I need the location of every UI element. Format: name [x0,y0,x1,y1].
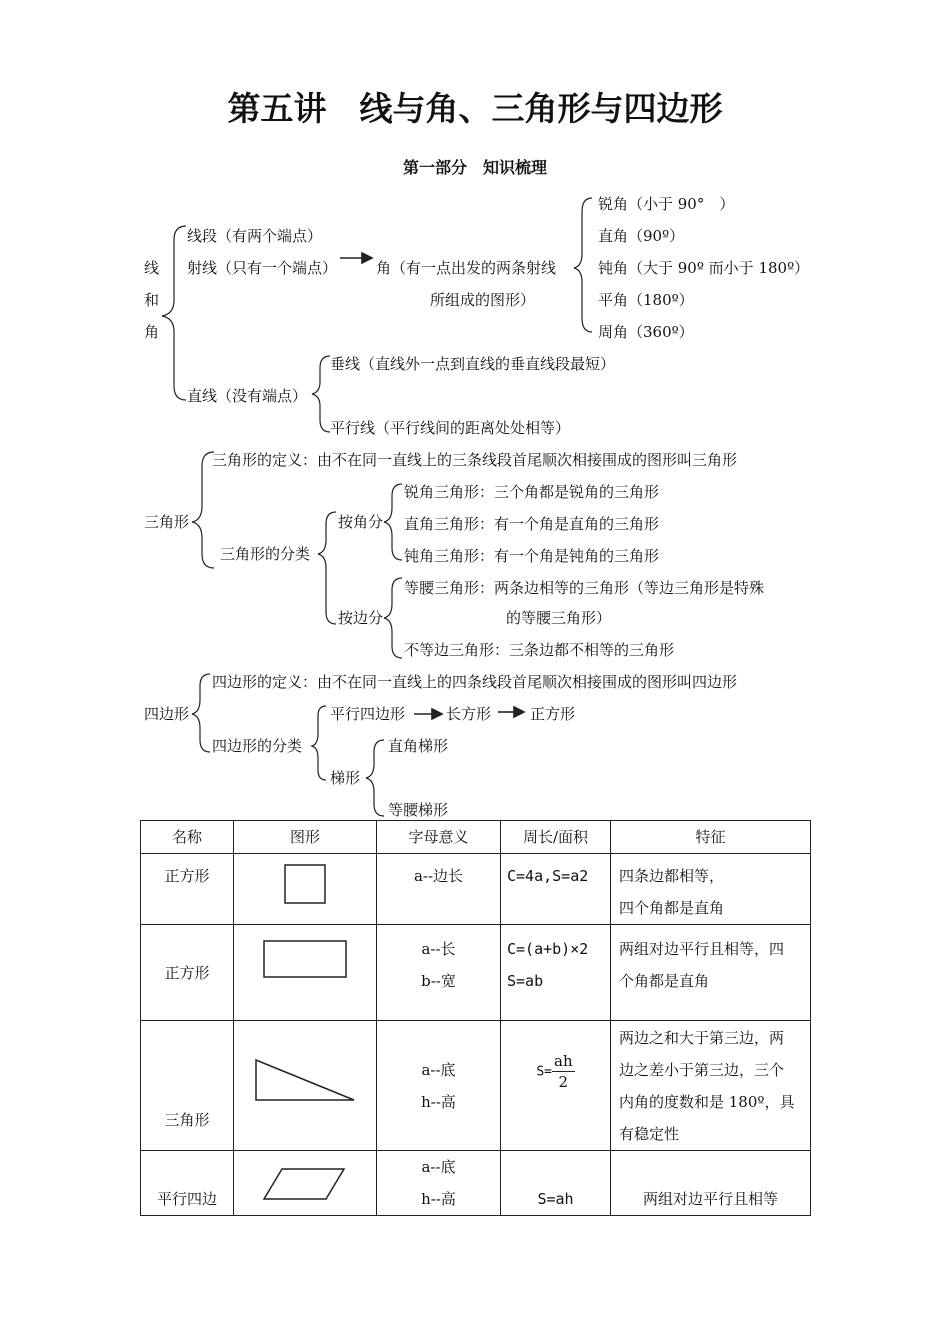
brace-trapezoid [366,740,384,816]
square-figure [281,862,329,906]
row-figure [234,925,377,1021]
section-subtitle: 第一部分 知识梳理 [402,158,547,177]
triangle-acute: 锐角三角形：三个角都是锐角的三角形 [404,483,660,501]
brace-triangle-classes [318,512,336,624]
letter-meaning: a--底 [421,1158,456,1176]
arrow-icon [432,709,442,719]
triangle-isosceles-line2: 的等腰三角形） [506,609,612,627]
table-header-feature: 特征 [611,821,811,854]
angle-type-right: 直角（90º） [598,227,685,245]
table-header-formula: 周长/面积 [501,821,611,854]
row-letters [377,854,501,925]
triangle-definition: 三角形的定义：由不在同一直线上的三条线段首尾顺次相接围成的图形叫三角形 [212,451,738,469]
feature-line: 四条边都相等， [619,867,725,885]
formula-line: S=ab [507,972,544,990]
arrow-icon [514,707,524,717]
letter-meaning: b--宽 [421,972,456,990]
brace-quad-root [192,674,210,752]
formula-prefix: S= [536,1064,553,1080]
row-formula [501,854,611,925]
perpendicular-text: 垂线（直线外一点到直线的垂直线段最短） [330,355,616,373]
angle-definition-line2: 所组成的图形） [430,291,536,309]
row-feature [611,1021,811,1151]
row-formula [501,1021,611,1151]
brace-lines-root [162,226,186,400]
angle-type-acute: 锐角（小于 90° ） [598,195,735,213]
segment-text: 线段（有两个端点） [187,227,323,245]
table-header-letters: 字母意义 [377,821,501,854]
letter-meaning: h--高 [421,1190,456,1208]
feature-line: 内角的度数和是 180º，具 [619,1092,795,1111]
quad-square: 正方形 [530,705,576,723]
quad-trapezoid: 梯形 [330,769,361,787]
table-header-row [141,821,811,854]
row-figure [234,854,377,925]
straight-line-text: 直线（没有端点） [187,387,308,405]
row-name: 正方形 [141,925,234,1021]
lines-root-char-1: 线 [144,259,160,277]
lines-root-char-2: 和 [144,291,160,309]
angle-type-obtuse: 钝角（大于 90º 而小于 180º） [598,259,810,277]
quad-definition: 四边形的定义：由不在同一直线上的四条线段首尾顺次相接围成的图形叫四边形 [212,673,738,691]
fraction-denominator: 2 [558,1073,569,1091]
row-letters [377,1151,501,1216]
fraction-numerator: ah [554,1052,573,1070]
angle-type-straight: 平角（180º） [598,291,694,309]
table-header-figure: 图形 [234,821,377,854]
row-figure [234,1151,377,1216]
brace-straight-line [312,356,330,432]
table-row [141,1151,811,1216]
feature-line: 两边之和大于第三边，两 [619,1028,785,1047]
rectangle-figure [262,939,348,979]
table-row [141,1021,811,1151]
row-formula [501,1151,611,1216]
row-formula [501,925,611,1021]
quad-rectangle: 长方形 [446,705,492,723]
quad-isosceles-trapezoid: 等腰梯形 [388,801,449,819]
feature-line: 边之差小于第三边，三个 [619,1060,785,1079]
triangle-scalene: 不等边三角形：三条边都不相等的三角形 [404,641,675,659]
brace-by-side [384,578,402,658]
shape-properties-table [140,820,811,1216]
quad-right-trapezoid: 直角梯形 [388,737,449,755]
angle-type-full: 周角（360º） [598,323,694,341]
triangle-root: 三角形 [144,513,190,531]
letter-meaning: h--高 [421,1092,456,1111]
row-feature [611,1151,811,1216]
letter-meaning: a--长 [421,940,456,958]
table-row [141,854,811,925]
row-letters [377,925,501,1021]
quad-parallelogram: 平行四边形 [330,705,406,723]
feature-line: 两组对边平行且相等，四 [619,940,785,958]
triangle-right: 直角三角形：有一个角是直角的三角形 [404,515,660,533]
feature-line: 两组对边平行且相等 [642,1190,778,1208]
feature-line: 个角都是直角 [619,972,710,990]
lines-root-char-3: 角 [144,323,160,341]
formula-line: C=4a,S=a2 [507,867,589,885]
letter-meaning: a--边长 [413,867,464,885]
brace-quad-classes [312,706,326,780]
page-title: 第五讲 线与角、三角形与四边形 [227,89,723,128]
row-feature [611,925,811,1021]
triangle-obtuse: 钝角三角形：有一个角是钝角的三角形 [404,547,660,565]
angle-definition-line1: 角（有一点出发的两条射线 [376,259,557,277]
parallel-text: 平行线（平行线间的距离处处相等） [330,419,571,437]
brace-by-angle [384,484,402,560]
triangle-by-angle: 按角分 [338,513,384,531]
row-name: 三角形 [141,1021,234,1151]
row-name: 平行四边 [141,1151,234,1216]
triangle-figure [252,1056,358,1104]
table-header-name: 名称 [141,821,234,854]
feature-line: 四个角都是直角 [619,899,725,917]
table-row [141,925,811,1021]
formula-line: S=ah [537,1190,574,1208]
arrow-icon [362,253,372,263]
formula-line: C=(a+b)×2 [507,940,589,958]
quad-root: 四边形 [144,705,190,723]
ray-text: 射线（只有一个端点） [187,259,338,277]
row-name: 正方形 [141,854,234,925]
brace-triangle-root [192,452,214,568]
formula-fraction [552,1051,575,1092]
row-letters [377,1021,501,1151]
brace-angle-types [574,198,592,332]
parallelogram-figure [262,1166,348,1202]
feature-line: 有稳定性 [619,1124,680,1143]
row-feature [611,854,811,925]
row-figure [234,1021,377,1151]
triangle-by-side: 按边分 [338,609,384,627]
letter-meaning: a--底 [421,1060,456,1079]
triangle-classification: 三角形的分类 [220,545,311,563]
triangle-isosceles-line1: 等腰三角形：两条边相等的三角形（等边三角形是特殊 [404,579,765,597]
quad-classification: 四边形的分类 [212,737,303,755]
